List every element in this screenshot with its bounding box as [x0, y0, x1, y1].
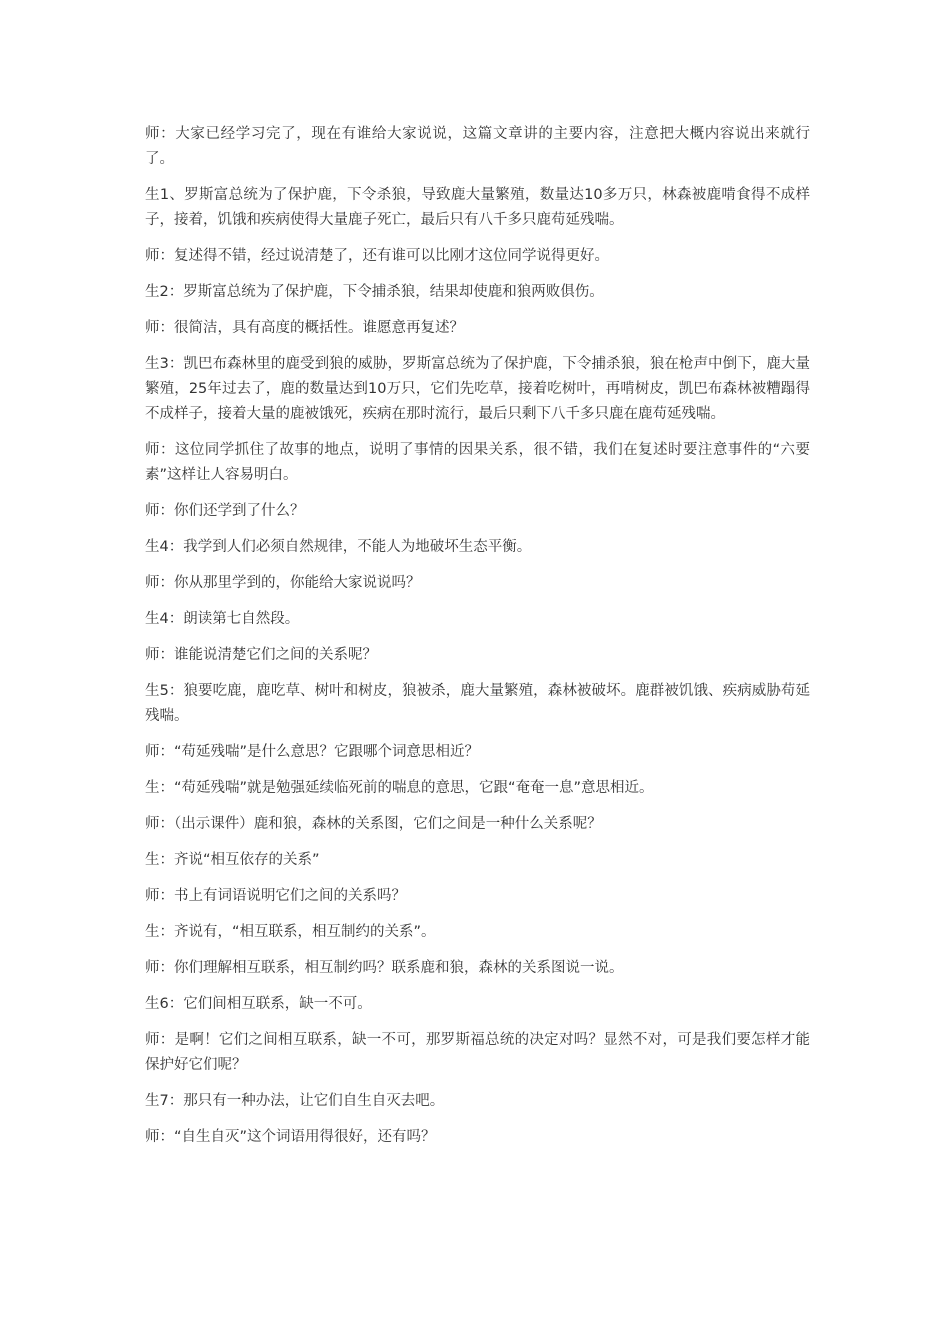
paragraph-student-7: 生：齐说“相互依存的关系”: [145, 852, 320, 868]
paragraph-teacher-5: 师：你们还学到了什么？: [145, 503, 305, 519]
paragraph-teacher-4: 师：这位同学抓住了故事的地点，说明了事情的因果关系，很不错，我们在复述时要注意事件的“六要素”这样让人容易明白。: [145, 442, 810, 483]
paragraph-teacher-10: 师：书上有词语说明它们之间的关系吗？: [145, 888, 406, 904]
document-page: [145, 122, 810, 1161]
paragraph-teacher-6: 师：你从那里学到的，你能给大家说说吗？: [145, 575, 421, 591]
paragraph-student-4b: 生4：朗读第七自然段。: [145, 611, 300, 627]
paragraph-student-5: 生5：狼要吃鹿，鹿吃草、树叶和树皮，狼被杀，鹿大量繁殖，森林被破坏。鹿群被饥饿、疾病威胁苟延残喘。: [145, 683, 810, 724]
paragraph-student-8: 生：齐说有，“相互联系，相互制约的关系”。: [145, 924, 436, 940]
paragraph-student-2: 生2：罗斯富总统为了保护鹿，下令捕杀狼，结果却使鹿和狼两败俱伤。: [145, 284, 604, 300]
paragraph-student-1: 生1、罗斯富总统为了保护鹿，下令杀狼，导致鹿大量繁殖，数量达10多万只，林森被鹿啃食得不成样子，接着，饥饿和疾病使得大量鹿子死亡，最后只有八千多只鹿苟延残喘。: [145, 187, 810, 228]
paragraph-teacher-8: 师：“苟延残喘”是什么意思？它跟哪个词意思相近？: [145, 744, 480, 760]
paragraph-student-10: 生7：那只有一种办法，让它们自生自灭去吧。: [145, 1093, 445, 1109]
paragraph-teacher-7: 师：谁能说清楚它们之间的关系呢？: [145, 647, 377, 663]
paragraph-teacher-3: 师：很简洁，具有高度的概括性。谁愿意再复述？: [145, 320, 464, 336]
paragraph-teacher-11: 师：你们理解相互联系，相互制约吗？联系鹿和狼，森林的关系图说一说。: [145, 960, 624, 976]
paragraph-student-9: 生6：它们间相互联系，缺一不可。: [145, 996, 372, 1012]
paragraph-teacher-1: 师：大家已经学习完了，现在有谁给大家说说，这篇文章讲的主要内容，注意把大概内容说出来就行了。: [145, 126, 810, 167]
paragraph-student-6: 生：“苟延残喘”就是勉强延续临死前的喘息的意思，它跟“奄奄一息”意思相近。: [145, 780, 654, 796]
paragraph-student-3: 生3：凯巴布森林里的鹿受到狼的威胁，罗斯富总统为了保护鹿，下令捕杀狼，狼在枪声中倒下，鹿大量繁殖，25年过去了，鹿的数量达到10万只，它们先吃草，接着吃树叶，再啃树皮，凯巴布森林被糟蹋得不成样子，接着大量的鹿被饿死，疾病在那时流行，最后只剩下八千多只鹿在鹿苟延残喘。: [145, 356, 810, 422]
paragraph-student-4a: 生4：我学到人们必须自然规律，不能人为地破坏生态平衡。: [145, 539, 532, 555]
paragraph-teacher-9: 师：（出示课件）鹿和狼，森林的关系图，它们之间是一种什么关系呢？: [145, 816, 602, 832]
paragraph-teacher-13: 师：“自生自灭”这个词语用得很好，还有吗？: [145, 1129, 436, 1145]
paragraph-teacher-2: 师：复述得不错，经过说清楚了，还有谁可以比刚才这位同学说得更好。: [145, 248, 609, 264]
paragraph-teacher-12: 师：是啊！它们之间相互联系，缺一不可，那罗斯福总统的决定对吗？显然不对，可是我们要怎样才能保护好它们呢？: [145, 1032, 810, 1073]
